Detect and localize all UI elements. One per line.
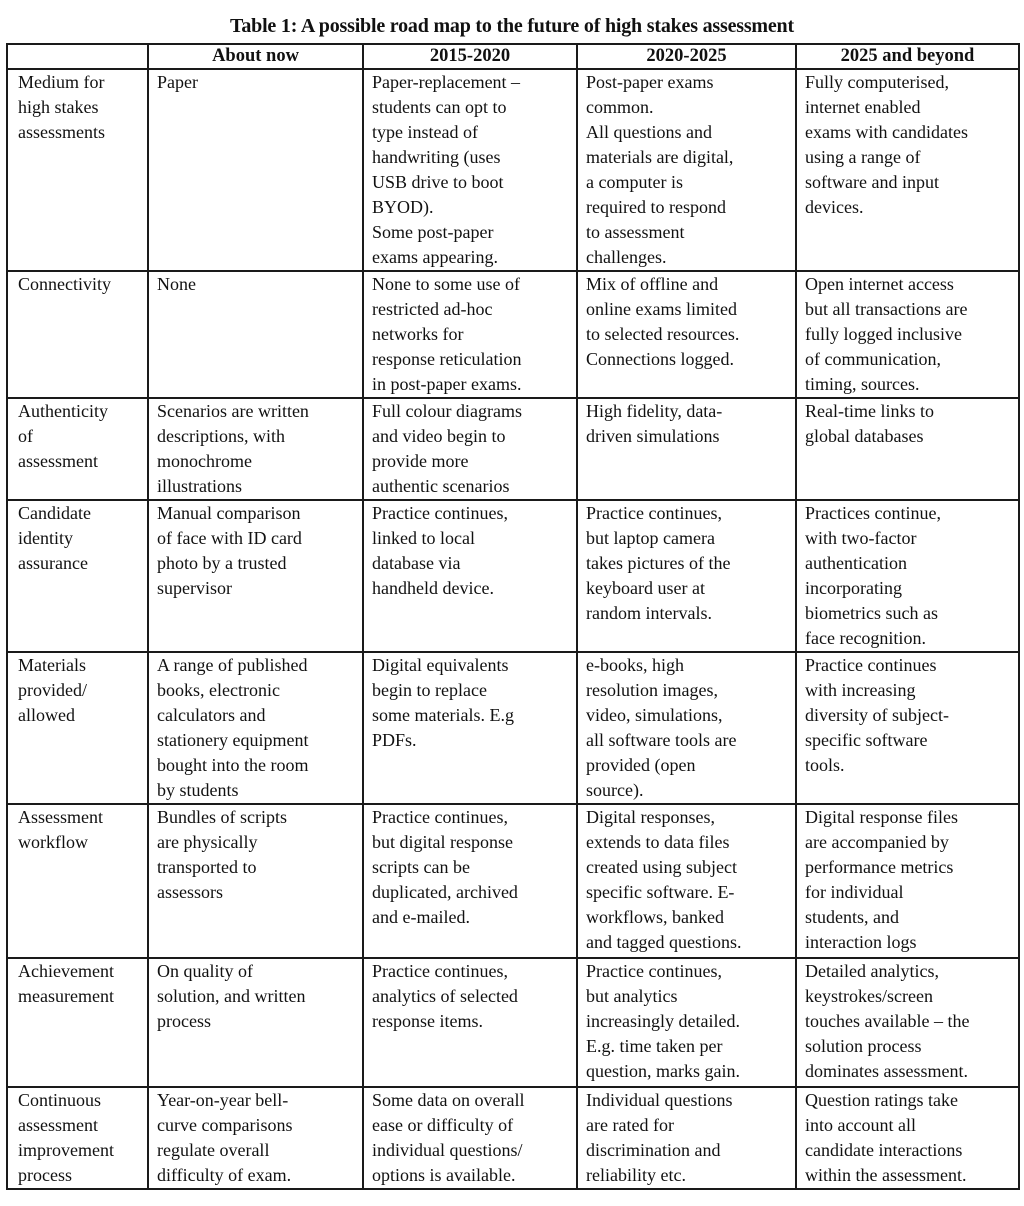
cell-text: Post-paper exams common. All questions and materials are digital, a computer is required to respond to assessment challenges. [586, 72, 734, 267]
row-label: Materials provided/ allowed [18, 655, 87, 725]
table-cell [796, 958, 1019, 1087]
table-cell [577, 804, 796, 958]
table-cell [577, 500, 796, 652]
cell-text: Real-time links to global databases [805, 401, 934, 446]
cell-text: Practice continues, but digital response scripts can be duplicated, archived and e-mailed. [372, 807, 518, 927]
table-cell [148, 69, 363, 271]
table-cell [577, 271, 796, 398]
table-row [7, 398, 1019, 500]
cell-text: Fully computerised, internet enabled exams with candidates using a range of software and input devices. [805, 72, 968, 217]
cell-text: Practice continues, but analytics increasingly detailed. E.g. time taken per question, marks gain. [586, 961, 740, 1081]
cell-text: Detailed analytics, keystrokes/screen touches available – the solution process dominates assessment. [805, 961, 970, 1081]
header-cell-blank [7, 44, 148, 69]
row-label: Medium for high stakes assessments [18, 72, 105, 142]
row-label: Candidate identity assurance [18, 503, 91, 573]
table-cell [796, 500, 1019, 652]
cell-text: Practices continue, with two-factor authentication incorporating biometrics such as face recognition. [805, 503, 941, 648]
cell-text: Digital responses, extends to data files created using subject specific software. E- workflows, banked and tagged questions. [586, 807, 742, 952]
cell-text: Year-on-year bell- curve comparisons regulate overall difficulty of exam. [157, 1090, 293, 1185]
row-label: Authenticity of assessment [18, 401, 108, 471]
row-label-cell [7, 271, 148, 398]
roadmap-table [6, 43, 1020, 1190]
table-row [7, 958, 1019, 1087]
table-cell [796, 271, 1019, 398]
table-cell [796, 398, 1019, 500]
table-cell [363, 398, 577, 500]
table-cell [577, 652, 796, 804]
table-cell [363, 804, 577, 958]
table-cell [363, 958, 577, 1087]
table-caption: Table 1: A possible road map to the future of high stakes assessment [230, 15, 794, 37]
table-cell [577, 398, 796, 500]
table-cell [577, 1087, 796, 1189]
header-cell-2025-beyond: 2025 and beyond [796, 44, 1019, 69]
cell-text: None [157, 274, 196, 294]
row-label: Continuous assessment improvement process [18, 1090, 114, 1185]
row-label-cell [7, 804, 148, 958]
cell-text: Mix of offline and online exams limited to selected resources. Connections logged. [586, 274, 740, 369]
table-row [7, 500, 1019, 652]
table-cell [796, 804, 1019, 958]
table-cell [148, 804, 363, 958]
cell-text: Practice continues with increasing diversity of subject- specific software tools. [805, 655, 949, 775]
table-cell [363, 69, 577, 271]
table-row [7, 271, 1019, 398]
cell-text: None to some use of restricted ad-hoc networks for response reticulation in post-paper exams. [372, 274, 522, 394]
cell-text: Paper-replacement – students can opt to type instead of handwriting (uses USB drive to boot BYOD). Some post-paper exams appearing. [372, 72, 521, 267]
table-cell [148, 500, 363, 652]
row-label-cell [7, 398, 148, 500]
cell-text: Practice continues, analytics of selected response items. [372, 961, 518, 1031]
cell-text: Scenarios are written descriptions, with monochrome illustrations [157, 401, 309, 496]
row-label-cell [7, 1087, 148, 1189]
row-label-cell [7, 652, 148, 804]
cell-text: Digital equivalents begin to replace some materials. E.g PDFs. [372, 655, 514, 750]
header-cell-2015-2020: 2015-2020 [363, 44, 577, 69]
row-label: Assessment workflow [18, 807, 103, 852]
cell-text: Manual comparison of face with ID card photo by a trusted supervisor [157, 503, 302, 598]
table-cell [148, 1087, 363, 1189]
cell-text: A range of published books, electronic calculators and stationery equipment bought into the room by students [157, 655, 309, 800]
table-cell [577, 958, 796, 1087]
table-row [7, 652, 1019, 804]
table-cell [577, 69, 796, 271]
header-cell-about-now: About now [148, 44, 363, 69]
header-row [7, 44, 1019, 69]
cell-text: Some data on overall ease or difficulty of individual questions/ options is available. [372, 1090, 525, 1185]
row-label-cell [7, 69, 148, 271]
cell-text: Practice continues, linked to local database via handheld device. [372, 503, 508, 598]
table-cell [148, 398, 363, 500]
cell-text: Question ratings take into account all candidate interactions within the assessment. [805, 1090, 967, 1185]
cell-text: Practice continues, but laptop camera takes pictures of the keyboard user at random intervals. [586, 503, 731, 623]
table-cell [796, 652, 1019, 804]
cell-text: Open internet access but all transactions are fully logged inclusive of communication, timing, sources. [805, 274, 968, 394]
row-label: Connectivity [18, 274, 111, 294]
table-cell [796, 1087, 1019, 1189]
table-row [7, 804, 1019, 958]
cell-text: e-books, high resolution images, video, simulations, all software tools are provided (open source). [586, 655, 737, 800]
cell-text: Individual questions are rated for discrimination and reliability etc. [586, 1090, 733, 1185]
header-cell-2020-2025: 2020-2025 [577, 44, 796, 69]
table-cell [796, 69, 1019, 271]
cell-text: Paper [157, 72, 198, 92]
cell-text: On quality of solution, and written process [157, 961, 306, 1031]
table-row [7, 69, 1019, 271]
table-cell [363, 271, 577, 398]
table-cell [148, 958, 363, 1087]
row-label-cell [7, 500, 148, 652]
row-label-cell [7, 958, 148, 1087]
table-cell [363, 1087, 577, 1189]
cell-text: High fidelity, data- driven simulations [586, 401, 723, 446]
table-cell [363, 500, 577, 652]
cell-text: Full colour diagrams and video begin to provide more authentic scenarios [372, 401, 522, 496]
cell-text: Bundles of scripts are physically transported to assessors [157, 807, 287, 902]
cell-text: Digital response files are accompanied by performance metrics for individual students, and interaction logs [805, 807, 958, 952]
table-cell [148, 271, 363, 398]
table-cell [363, 652, 577, 804]
table-cell [148, 652, 363, 804]
row-label: Achievement measurement [18, 961, 114, 1006]
table-row [7, 1087, 1019, 1189]
